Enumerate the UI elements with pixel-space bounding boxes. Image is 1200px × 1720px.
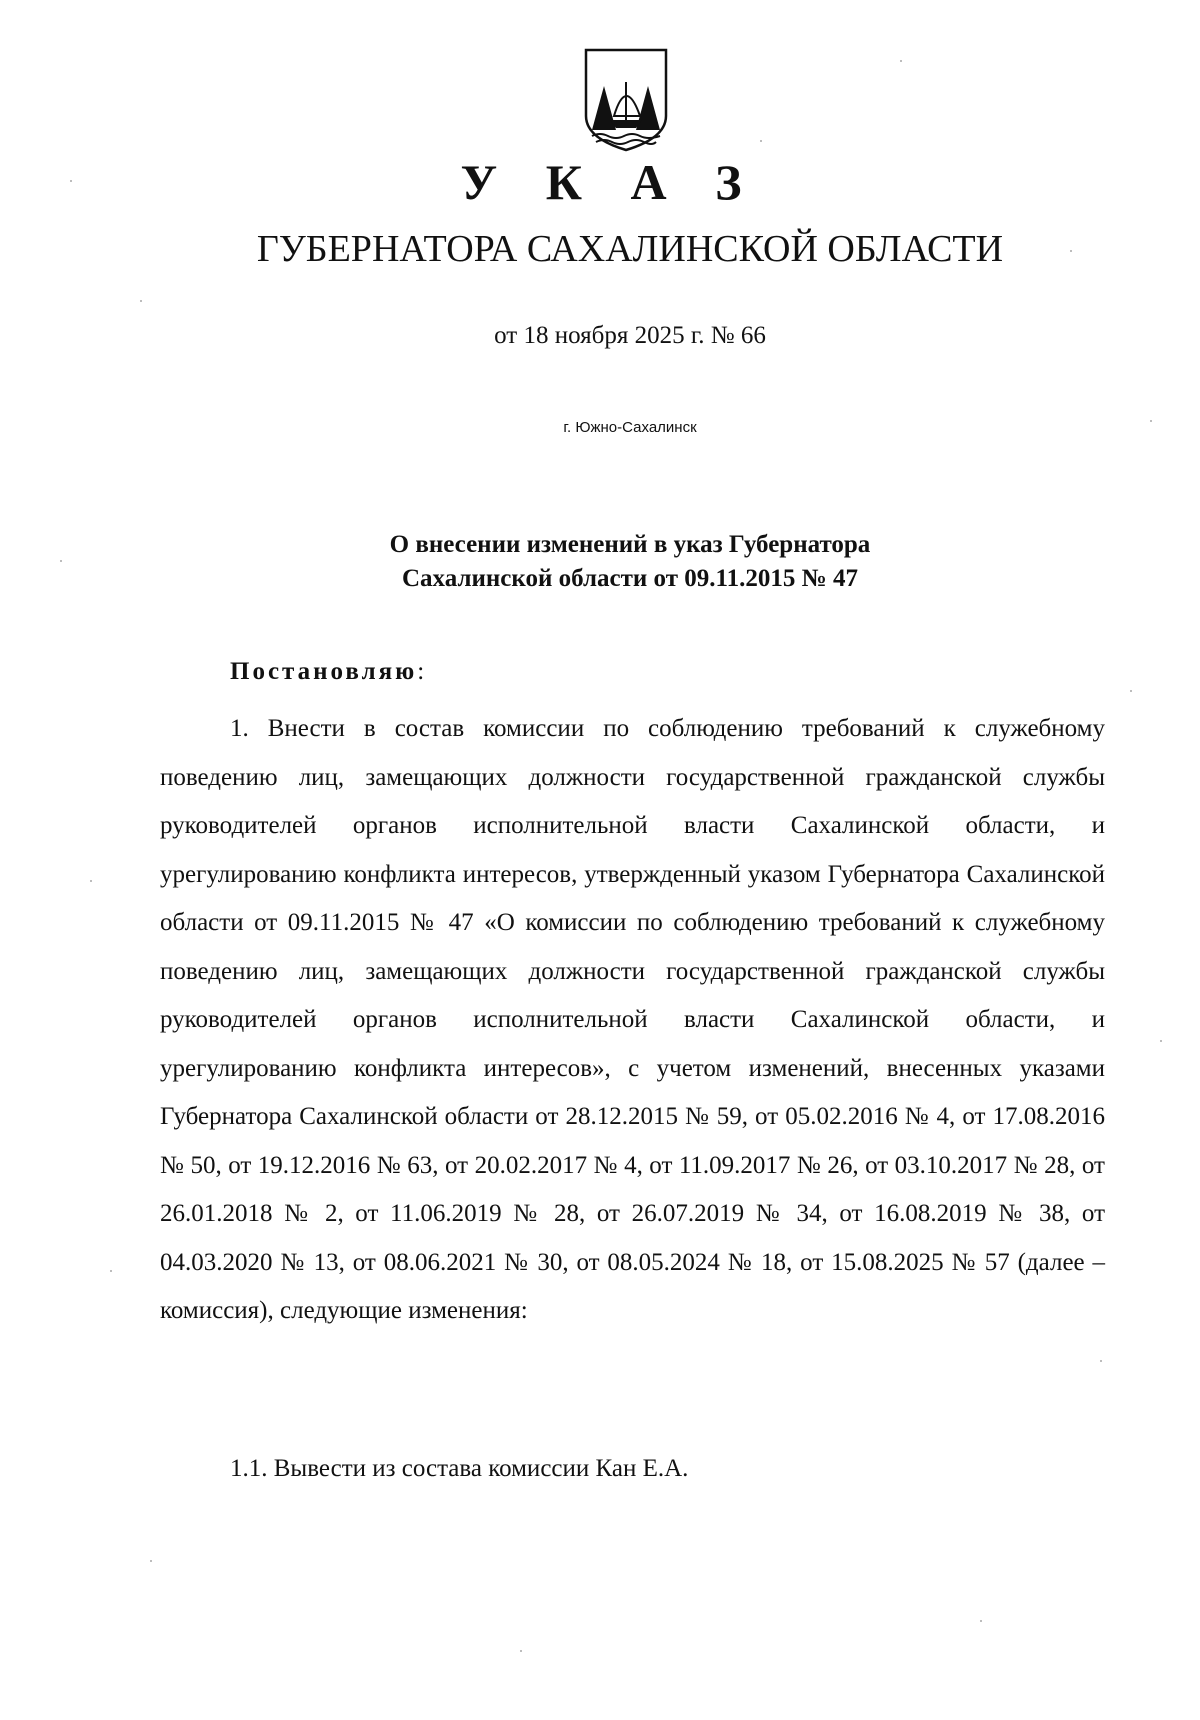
decree-subject: [0, 528, 1200, 596]
decree-date-number: от 18 ноября 2025 г. № 66: [494, 322, 766, 349]
issuer-title: ГУБЕРНАТОРА САХАЛИНСКОЙ ОБЛАСТИ: [256, 228, 1004, 270]
decree-subject-line1: О внесении изменений в указ Губернатора: [389, 531, 871, 558]
decree-subject-line2: Сахалинской области от 09.11.2015 № 47: [402, 565, 858, 592]
resolve-colon: :: [417, 658, 428, 685]
decree-title: У К А З: [460, 154, 760, 210]
decree-city: г. Южно-Сахалинск: [563, 419, 697, 436]
sakhalin-coat-of-arms-icon: [578, 46, 674, 154]
resolve-heading: [230, 655, 427, 689]
item-1-1: 1.1. Вывести из состава комиссии Кан Е.А.: [230, 1455, 689, 1482]
resolve-word: Постановляю: [230, 658, 418, 685]
paragraph-1: 1. Внести в состав комиссии по соблюдению требований к служебному поведению лиц, замещающих должности государственной гражданской службы руководителей органов исполнительной власти Сахалинской области, и урегулированию конфликта интересов, утвержденный указом Губернатора Сахалинской области от 09.11.2015 № 47 «О комиссии по соблюдению требований к служебному поведению лиц, замещающих должности государственной гражданской службы руководителей органов исполнительной власти Сахалинской области, и урегулированию конфликта интересов», с учетом изменений, внесенных указами Губернатора Сахалинской области от 28.12.2015 № 59, от 05.02.2016 № 4, от 17.08.2016 № 50, от 19.12.2016 № 63, от 20.02.2017 № 4, от 11.09.2017 № 26, от 03.10.2017 № 28, от 26.01.2018 № 2, от 11.06.2019 № 28, от 26.07.2019 № 34, от 16.08.2019 № 38, от 04.03.2020 № 13, от 08.06.2021 № 30, от 08.05.2024 № 18, от 15.08.2025 № 57 (далее – комиссия), следующие изменения:: [160, 715, 1105, 1324]
